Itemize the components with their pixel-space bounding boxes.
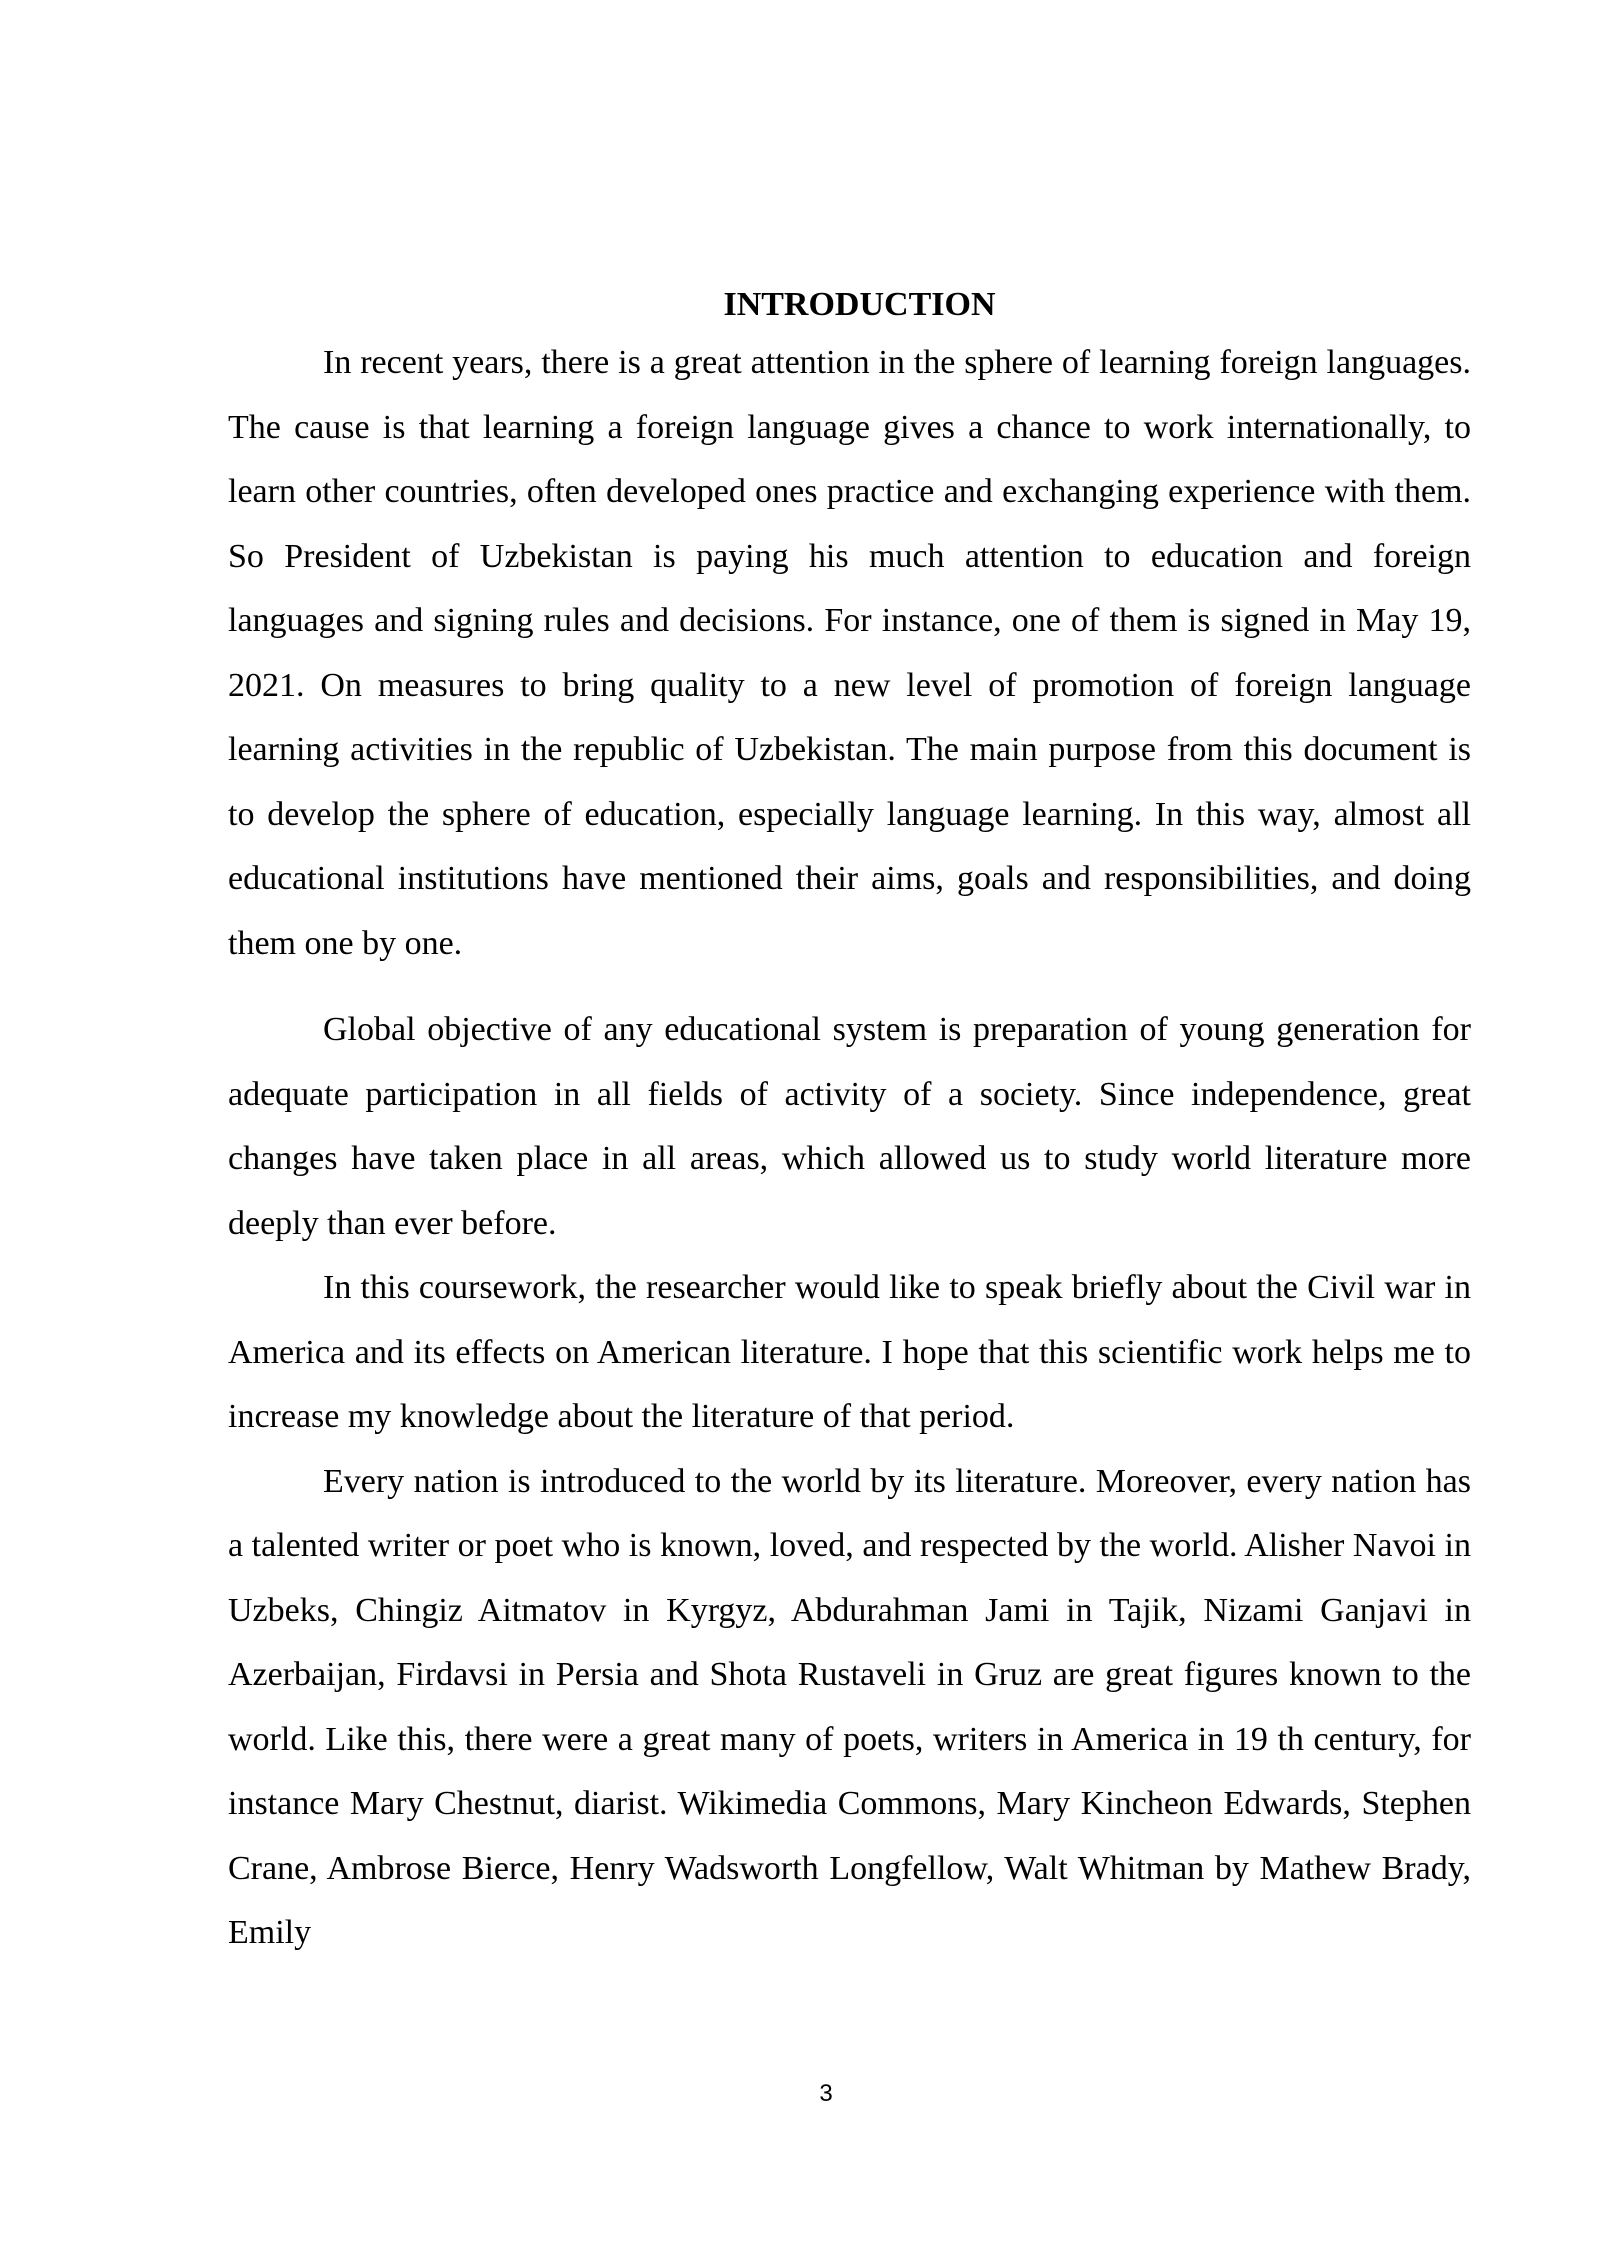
paragraph-3: In this coursework, the researcher would like to speak briefly about the Civil war in America and its effects on American literature. I hope that this scientific work helps me to increase my knowledge about the literature of that period. xyxy=(228,1269,1471,1435)
paragraph-4: Every nation is introduced to the world by its literature. Moreover, every nation has a talented writer or poet who is known, loved, and respected by the world. Alisher Navoi in Uzbeks, Chingiz Aitmatov in Kyrgyz, Abdurahman Jami in Tajik, Nizami Ganjavi in Azerbaijan, Firdavsi in Persia and Shota Rustaveli in Gruz are great figures known to the world. Like this, there were a great many of poets, writers in America in 19 th century, for instance Mary Chestnut, diarist. Wikimedia Commons, Mary Kincheon Edwards, Stephen Crane, Ambrose Bierce, Henry Wadsworth Longfellow, Walt Whitman by Mathew Brady, Emily xyxy=(228,1462,1471,1951)
paragraph-2: Global objective of any educational system is preparation of young generation for adequate participation in all fields of activity of a society. Since independence, great changes have taken place in all areas, which allowed us to study world literature more deeply than ever before. xyxy=(228,1011,1471,1242)
page-content xyxy=(228,276,1471,1966)
section-title: INTRODUCTION xyxy=(723,286,996,323)
paragraph-1: In recent years, there is a great attention in the sphere of learning foreign languages. The cause is that learning a foreign language gives a chance to work internationally, to learn other countries, often developed ones practice and exchanging experience with them. So President of Uzbekistan is paying his much attention to education and foreign languages and signing rules and decisions. For instance, one of them is signed in May 19, 2021. On measures to bring quality to a new level of promotion of foreign language learning activities in the republic of Uzbekistan. The main purpose from this document is to develop the sphere of education, especially language learning. In this way, almost all educational institutions have mentioned their aims, goals and responsibilities, and doing them one by one. xyxy=(228,344,1471,962)
page-number: 3 xyxy=(819,2080,833,2107)
